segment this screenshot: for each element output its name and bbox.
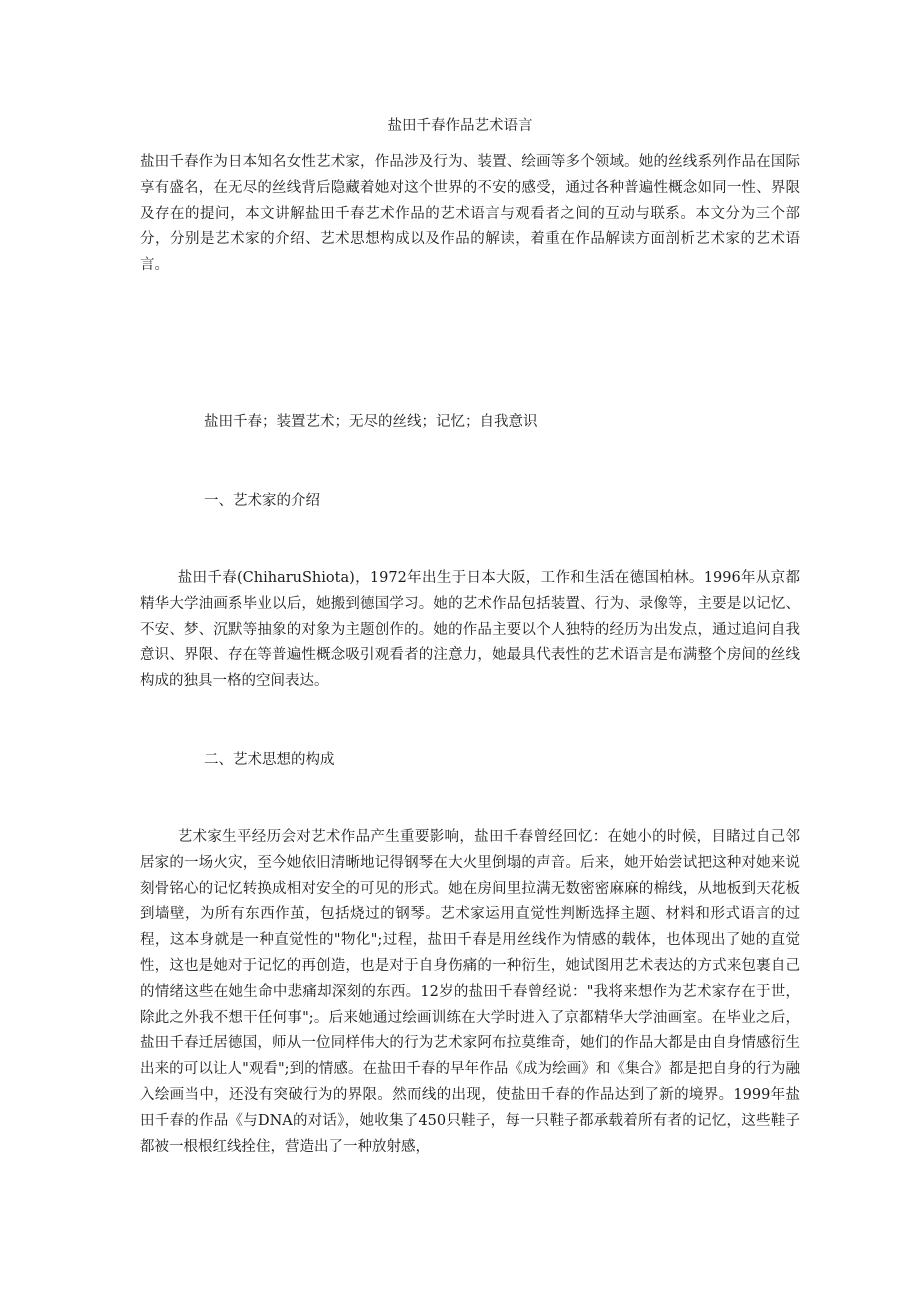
section-2-heading: 二、艺术思想的构成 — [204, 752, 335, 768]
section-1-paragraph: 盐田千春(ChiharuShiota)，1972年出生于日本大阪，工作和生活在德国柏林。1996年从京都精华大学油画系毕业以后，她搬到德国学习。她的艺术作品包括装置、行为、录像等，主要是以记忆、不安、梦、沉默等抽象的对象为主题创作的。她的作品主要以个人独特的经历为出发点，通过追问自我意识、界限、存在等普遍性概念吸引观看者的注意力，她最具代表性的艺术语言是布满整个房间的丝线构成的独具一格的空间表达。 — [140, 570, 800, 690]
section-1-heading: 一、艺术家的介绍 — [204, 493, 320, 509]
abstract-paragraph: 盐田千春作为日本知名女性艺术家，作品涉及行为、装置、绘画等多个领域。她的丝线系列作品在国际享有盛名，在无尽的丝线背后隐藏着她对这个世界的不安的感受，通过各种普遍性概念如同一性、界限及存在的提问，本文讲解盐田千春艺术作品的艺术语言与观看者之间的互动与联系。本文分为三个部分，分别是艺术家的介绍、艺术思想构成以及作品的解读，着重在作品解读方面剖析艺术家的艺术语言。 — [140, 154, 800, 274]
section-2-paragraph: 艺术家生平经历会对艺术作品产生重要影响，盐田千春曾经回忆：在她小的时候，目睹过自己邻居家的一场火灾，至今她依旧清晰地记得钢琴在大火里倒塌的声音。后来，她开始尝试把这种对她来说刻骨铭心的记忆转换成相对安全的可见的形式。她在房间里拉满无数密密麻麻的棉线，从地板到天花板到墙壁，为所有东西作茧，包括烧过的钢琴。艺术家运用直觉性判断选择主题、材料和形式语言的过程，这本身就是一种直觉性的"物化";过程，盐田千春是用丝线作为情感的载体，也体现出了她的直觉性，这也是她对于记忆的再创造，也是对于自身伤痛的一种衍生，她试图用艺术表达的方式来包裹自己的情绪这些在她生命中悲痛却深刻的东西。12岁的盐田千春曾经说："我将来想作为艺术家存在于世，除此之外我不想干任何事";。后来她通过绘画训练在大学时进入了京都精华大学油画室。在毕业之后，盐田千春迁居德国，师从一位同样伟大的行为艺术家阿布拉莫维奇，她们的作品大都是由自身情感衍生出来的可以让人"观看";到的情感。在盐田千春的早年作品《成为绘画》和《集合》都是把自身的行为融入绘画当中，还没有突破行为的界限。然而线的出现，使盐田千春的作品达到了新的境界。1999年盐田千春的作品《与DNA的对话》，她收集了450只鞋子，每一只鞋子都承载着所有者的记忆，这些鞋子都被一根根红线拴住，营造出了一种放射感， — [140, 829, 800, 1155]
document-title: 盐田千春作品艺术语言 — [387, 118, 533, 134]
keywords-line: 盐田千春；装置艺术；无尽的丝线；记忆；自我意识 — [204, 414, 538, 430]
